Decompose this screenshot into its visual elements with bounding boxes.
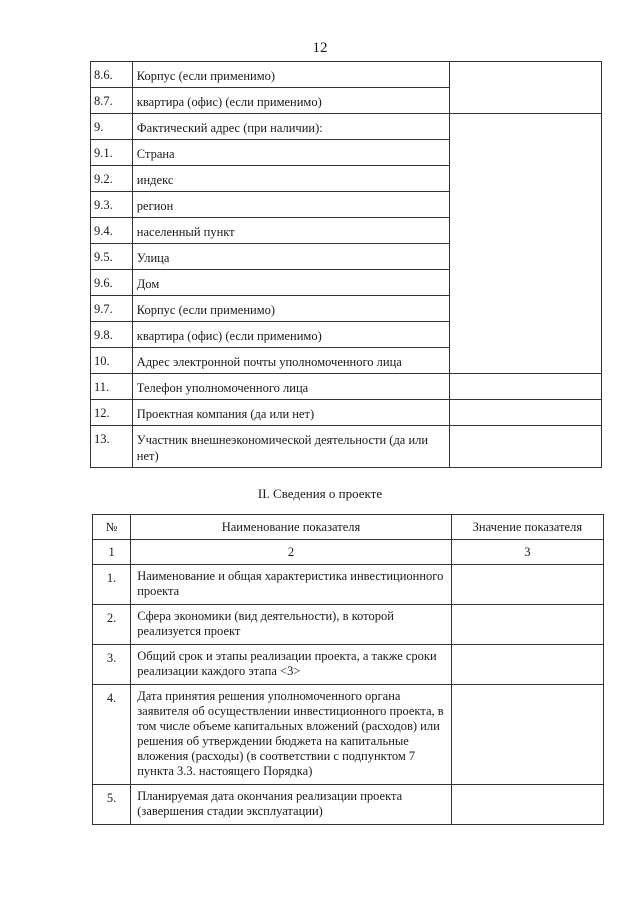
row-label: индекс [132,166,449,192]
row-number: 8.7. [91,88,133,114]
row-number: 3. [93,645,131,685]
row-label: квартира (офис) (если применимо) [132,88,449,114]
table-row [91,62,602,88]
row-label: Дом [132,270,449,296]
value-cell[interactable] [449,62,601,114]
table-row [91,374,602,400]
row-number: 9.2. [91,166,133,192]
row-label: Общий срок и этапы реализации проекта, а также сроки реализации каждого этапа <3> [131,645,452,685]
row-label: Дата принятия решения уполномоченного органа заявителя об осуществлении инвестиционного проекта, в том числе объеме капитальных вложений (расходов) или решения об утверждении бюджета на капитальные вложения (расходы) (в соответствии с подпунктом 7 пункта 3.3. настоящего Порядка) [131,685,452,785]
table-row [93,785,604,825]
row-number: 5. [93,785,131,825]
column-index-row [93,540,604,565]
row-number: 9.3. [91,192,133,218]
row-label: регион [132,192,449,218]
address-table [90,61,602,468]
row-label: квартира (офис) (если применимо) [132,322,449,348]
row-label: Улица [132,244,449,270]
table-row [91,400,602,426]
row-label: Участник внешнеэкономической деятельности (да или нет) [132,426,449,468]
row-number: 9.5. [91,244,133,270]
page-number: 12 [312,40,328,56]
row-number: 9.4. [91,218,133,244]
row-label: населенный пункт [132,218,449,244]
row-number: 9. [91,114,133,140]
row-label: Наименование и общая характеристика инвестиционного проекта [131,565,452,605]
column-index: 3 [451,540,603,565]
row-number: 9.7. [91,296,133,322]
row-number: 9.8. [91,322,133,348]
row-label: Проектная компания (да или нет) [132,400,449,426]
table-row [93,645,604,685]
row-number: 13. [91,426,133,468]
table-row [91,426,602,468]
column-header-indicator: Наименование показателя [131,515,452,540]
column-index: 2 [131,540,452,565]
table-row [93,605,604,645]
row-label: Корпус (если применимо) [132,296,449,322]
row-number: 9.1. [91,140,133,166]
table-header-row [93,515,604,540]
value-cell[interactable] [449,374,601,400]
project-info-table [92,514,604,825]
column-header-value: Значение показателя [451,515,603,540]
column-header-number: № [93,515,131,540]
value-cell[interactable] [451,565,603,605]
row-number: 2. [93,605,131,645]
row-label: Адрес электронной почты уполномоченного лица [132,348,449,374]
row-number: 1. [93,565,131,605]
row-label: Сфера экономики (вид деятельности), в которой реализуется проект [131,605,452,645]
row-number: 10. [91,348,133,374]
section-title: II. Сведения о проекте [257,486,383,501]
value-cell[interactable] [449,400,601,426]
table-row [91,114,602,140]
value-cell[interactable] [449,426,601,468]
column-index: 1 [93,540,131,565]
value-cell[interactable] [451,605,603,645]
row-number: 8.6. [91,62,133,88]
value-cell[interactable] [451,685,603,785]
value-cell[interactable] [451,645,603,685]
row-label: Телефон уполномоченного лица [132,374,449,400]
row-label: Страна [132,140,449,166]
value-cell[interactable] [449,114,601,374]
row-number: 12. [91,400,133,426]
row-label: Фактический адрес (при наличии): [132,114,449,140]
row-number: 9.6. [91,270,133,296]
value-cell[interactable] [451,785,603,825]
row-number: 4. [93,685,131,785]
table-row [93,565,604,605]
row-label: Корпус (если применимо) [132,62,449,88]
table-row [93,685,604,785]
row-number: 11. [91,374,133,400]
row-label: Планируемая дата окончания реализации проекта (завершения стадии эксплуатации) [131,785,452,825]
